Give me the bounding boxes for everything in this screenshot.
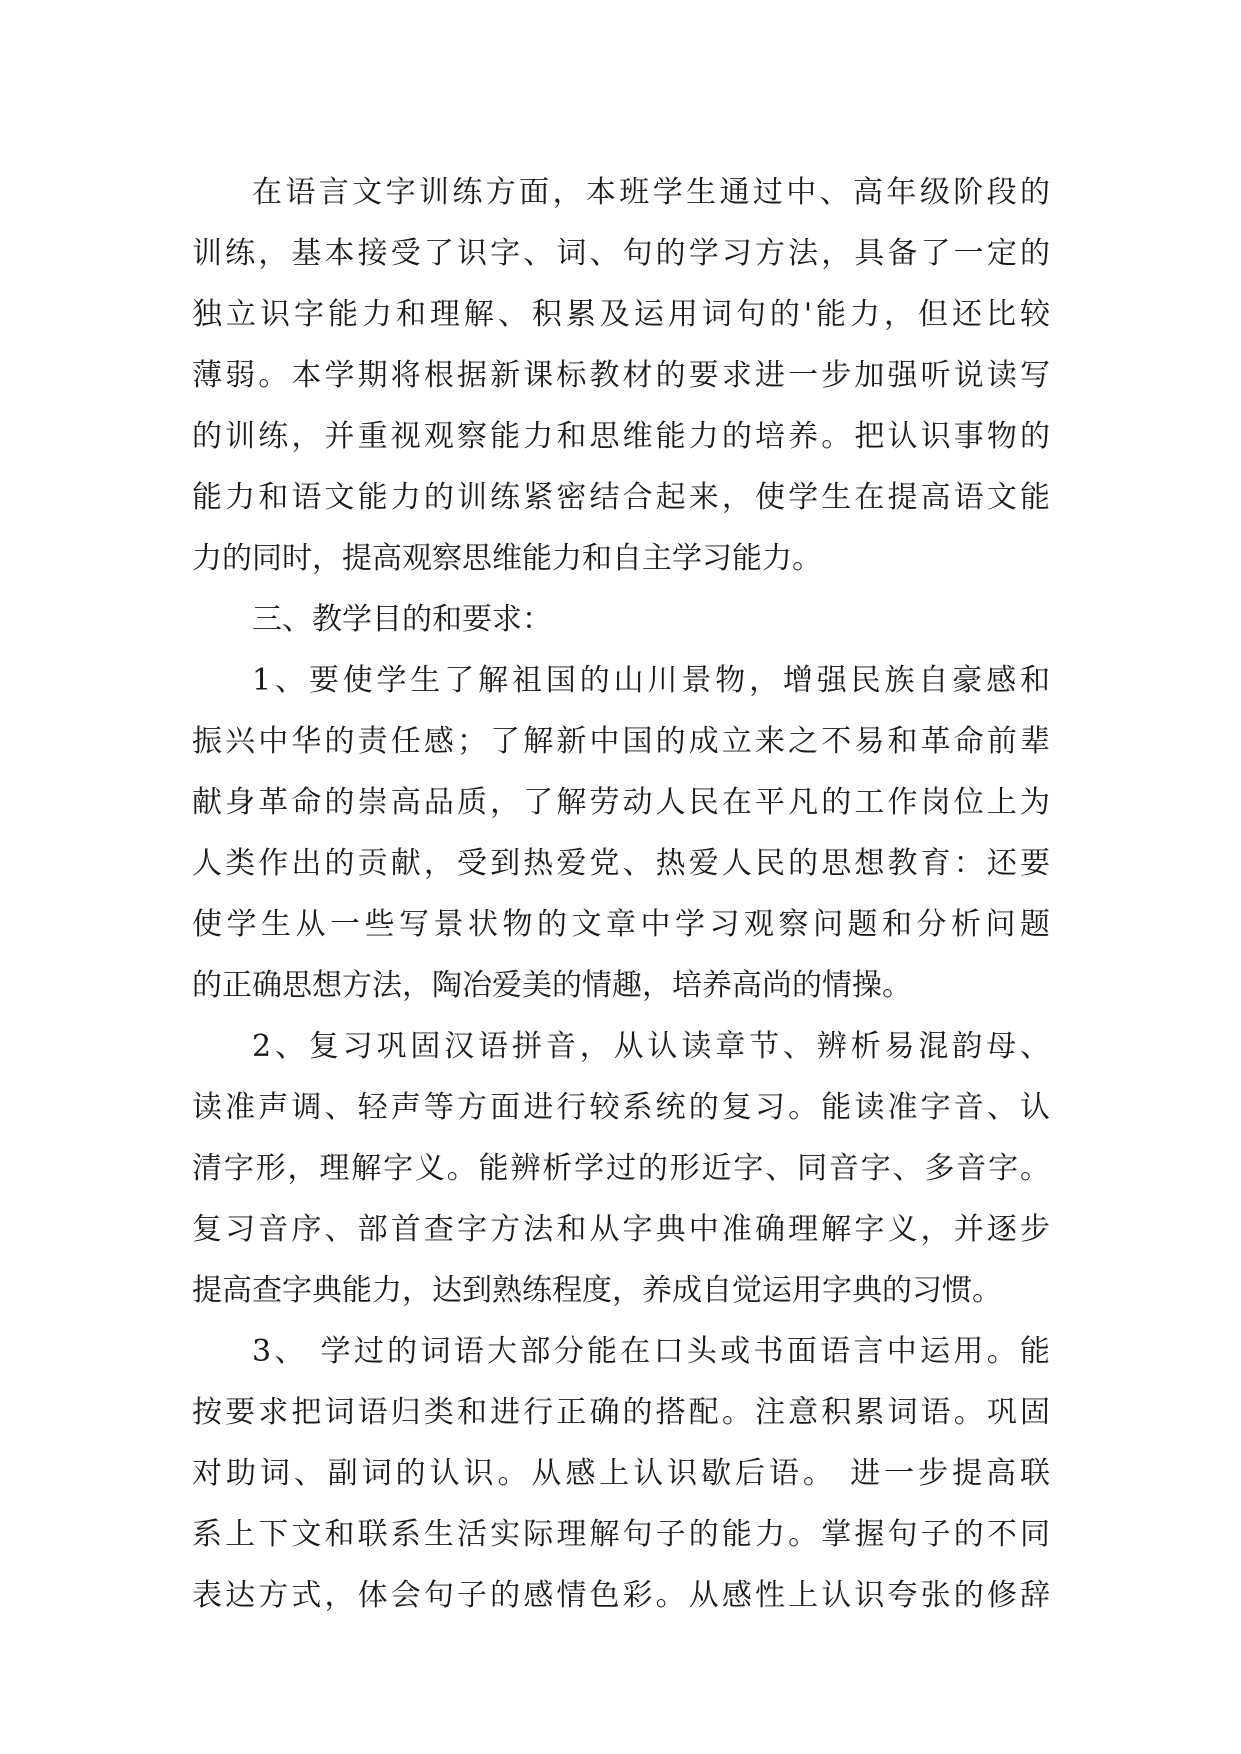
- text-line: 人类作出的贡献，受到热爱党、热爱人民的思想教育：还要: [192, 846, 1050, 881]
- text-line: 的训练，并重视观察能力和思维能力的培养。把认识事物的: [192, 419, 1050, 454]
- text-line: 提高查字典能力，达到熟练程度，养成自觉运用字典的习惯。: [192, 1273, 1002, 1308]
- text-line: 在语言文字训练方面，本班学生通过中、高年级阶段的: [252, 175, 1050, 210]
- text-line: 对助词、副词的认识。从感上认识歇后语。 进一步提高联: [192, 1456, 1050, 1491]
- text-line: 献身革命的崇高品质，了解劳动人民在平凡的工作岗位上为: [192, 785, 1050, 820]
- text-line: 力的同时，提高观察思维能力和自主学习能力。: [192, 541, 822, 576]
- text-line: 的正确思想方法，陶冶爱美的情趣，培养高尚的情操。: [192, 968, 912, 1003]
- document-body: [192, 162, 1050, 1626]
- text-line: 2、复习巩固汉语拼音，从认读章节、辨析易混韵母、: [252, 1029, 1050, 1064]
- text-line: 使学生从一些写景状物的文章中学习观察问题和分析问题: [192, 907, 1050, 942]
- paragraph-goal-2: [192, 1016, 1050, 1321]
- text-line: 薄弱。本学期将根据新课标教材的要求进一步加强听说读写: [192, 358, 1050, 393]
- text-line: 振兴中华的责任感；了解新中国的成立来之不易和革命前辈: [192, 724, 1050, 759]
- text-line: 训练，基本接受了识字、词、句的学习方法，具备了一定的: [192, 236, 1050, 271]
- text-line: 读准声调、轻声等方面进行较系统的复习。能读准字音、认: [192, 1090, 1050, 1125]
- text-line: 按要求把词语归类和进行正确的搭配。注意积累词语。巩固: [192, 1395, 1050, 1430]
- text-line: 1、要使学生了解祖国的山川景物，增强民族自豪感和: [252, 663, 1050, 698]
- paragraph-goal-1: [192, 650, 1050, 1016]
- section-heading: 三、教学目的和要求：: [252, 602, 552, 637]
- text-line: 复习音序、部首查字方法和从字典中准确理解字义，并逐步: [192, 1212, 1050, 1247]
- text-line: 系上下文和联系生活实际理解句子的能力。掌握句子的不同: [192, 1517, 1050, 1552]
- text-line: 表达方式，体会句子的感情色彩。从感性上认识夸张的修辞: [192, 1578, 1050, 1613]
- text-line: 清字形，理解字义。能辨析学过的形近字、同音字、多音字。: [192, 1151, 1050, 1186]
- text-line: 独立识字能力和理解、积累及运用词句的'能力，但还比较: [192, 297, 1050, 332]
- paragraph-language-training: [192, 162, 1050, 589]
- paragraph-goal-3: [192, 1321, 1050, 1626]
- section-heading-teaching-goals: [192, 589, 1050, 650]
- text-line: 能力和语文能力的训练紧密结合起来，使学生在提高语文能: [192, 480, 1050, 515]
- text-line: 3、 学过的词语大部分能在口头或书面语言中运用。能: [252, 1334, 1050, 1369]
